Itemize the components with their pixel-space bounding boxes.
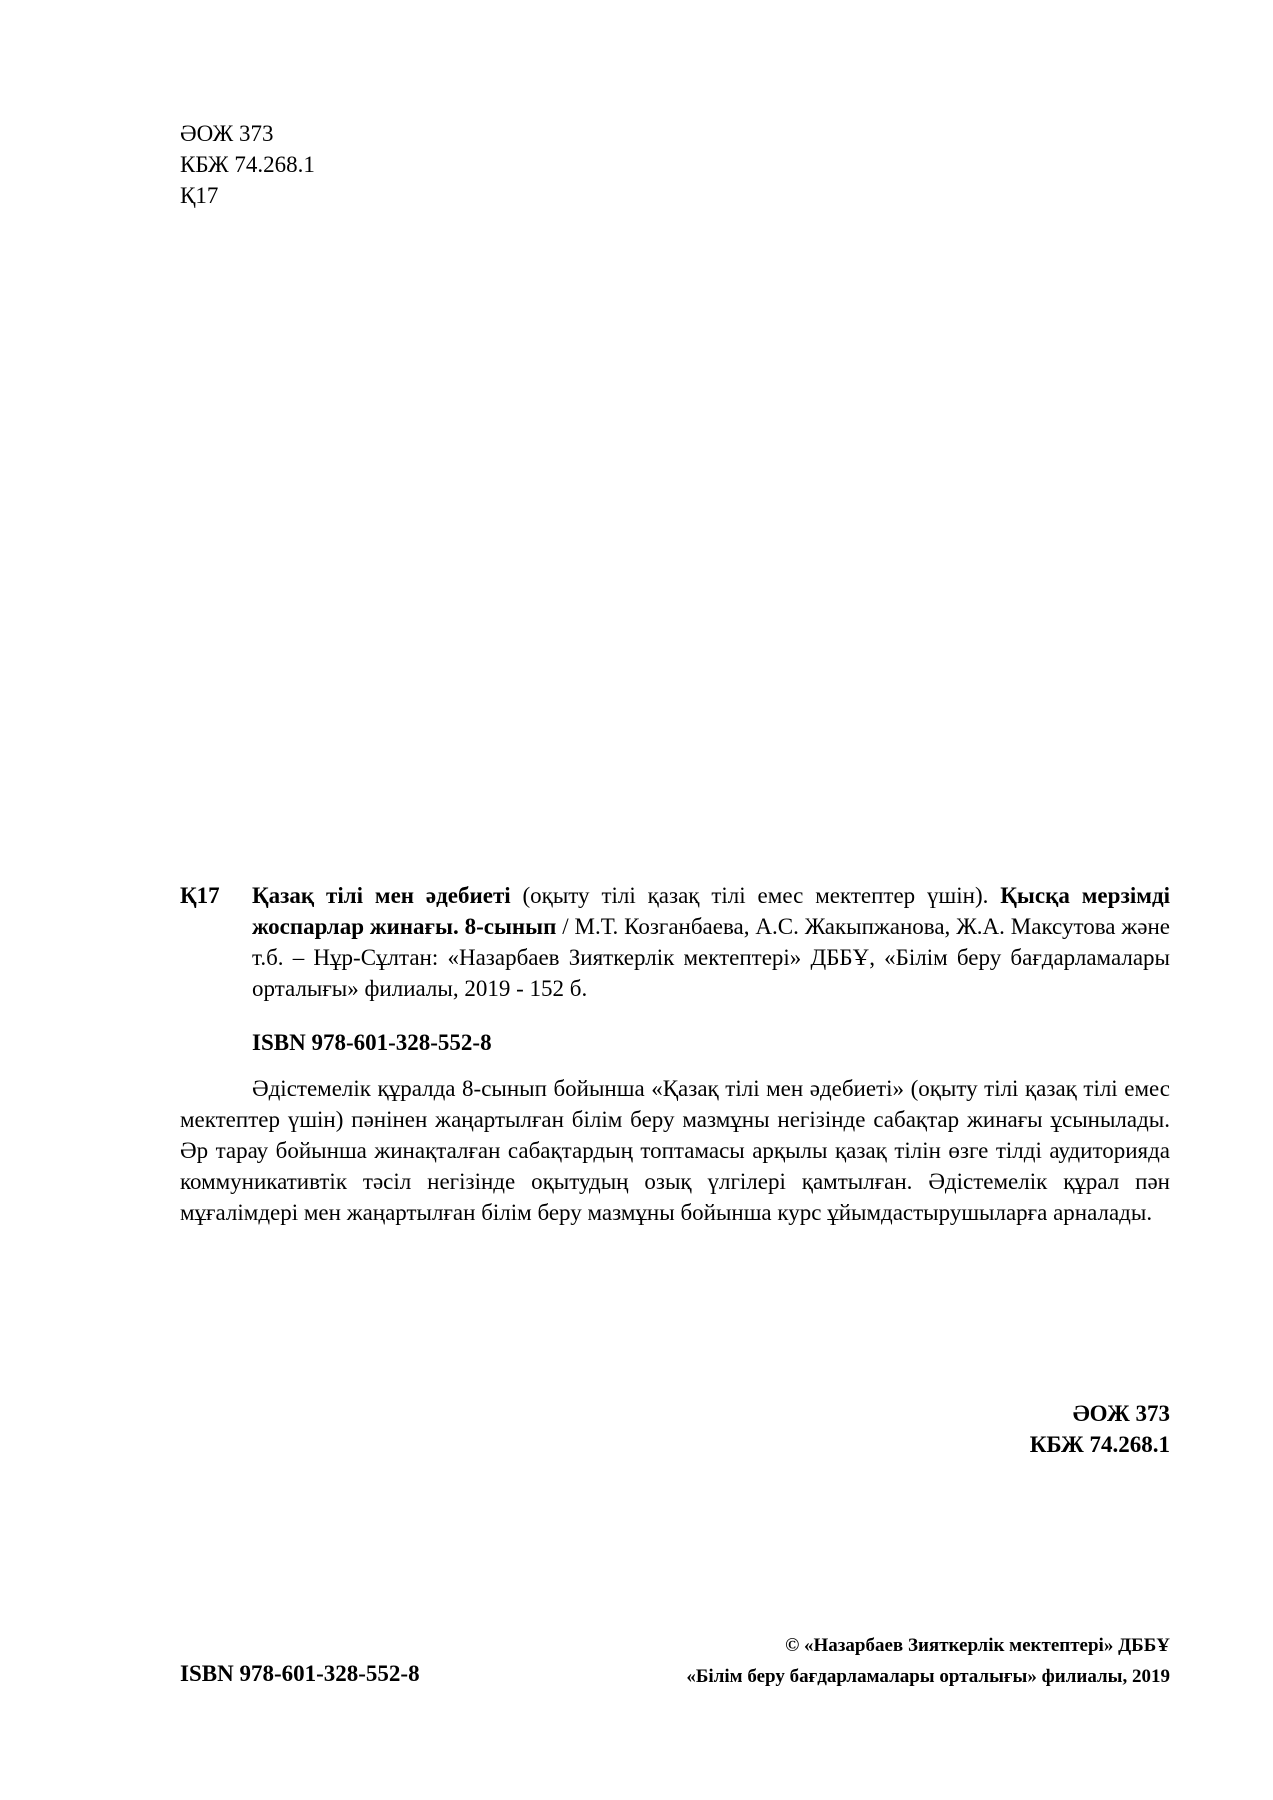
book-annotation: Әдістемелік құралда 8-сынып бойынша «Қазақ тілі мен әдебиеті» (оқыту тілі қазақ тілі емес мектептер үшін) пәнінен жаңартылған білім беру мазмұны негізінде сабақтар жинағы ұсынылады. Әр тарау бойынша жинақталған сабақтардың топтамасы арқылы қазақ тілін өзге тілді аудиторияда коммуникативтік тәсіл негізінде оқытудың озық үлгілері қамтылған. Әдістемелік құрал пән мұғалімдері мен жаңартылған білім беру мазмұны бойынша курс ұйымдастырушыларға арналады. [180, 1076, 1170, 1225]
lbc-code-right: КБЖ 74.268.1 [1029, 1432, 1170, 1457]
bibliographic-record [180, 880, 1170, 1228]
copyright-notice [686, 1630, 1170, 1692]
biblio-isbn: ISBN 978-601-328-552-8 [252, 1030, 492, 1055]
lbc-code: КБЖ 74.268.1 [180, 152, 315, 177]
udc-code-right: ӘОЖ 373 [1072, 1401, 1170, 1426]
udc-code: ӘОЖ 373 [180, 121, 274, 146]
book-subtitle: Қысқа мерзімді жоспарлар жинағы. 8-сынып [252, 883, 1170, 939]
copyright-line-1: © «Назарбаев Зияткерлік мектептері» ДББҰ [785, 1635, 1170, 1656]
classification-codes-right [1030, 1398, 1170, 1460]
author-mark: Қ17 [180, 183, 219, 208]
copyright-line-2: «Білім беру бағдарламалары орталығы» филиалы, 2019 [686, 1666, 1170, 1687]
book-publication-info: / М.Т. Козганбаева, А.С. Жакыпжанова, Ж.А. Максутова және т.б. – Нұр-Сұлтан: «Назарбаев Зияткерлік мектептері» ДББҰ, «Білім беру бағдарламалары орталығы» филиалы, 2019 - 152 б. [252, 914, 1170, 1001]
book-title: Қазақ тілі мен әдебиеті [252, 883, 511, 908]
footer-isbn: ISBN 978-601-328-552-8 [180, 1661, 420, 1686]
top-classification-codes [180, 118, 315, 211]
biblio-author-mark: Қ17 [180, 883, 220, 908]
book-title-note: (оқыту тілі қазақ тілі емес мектептер үшін). [510, 883, 1001, 908]
biblio-entry [252, 880, 1170, 1004]
